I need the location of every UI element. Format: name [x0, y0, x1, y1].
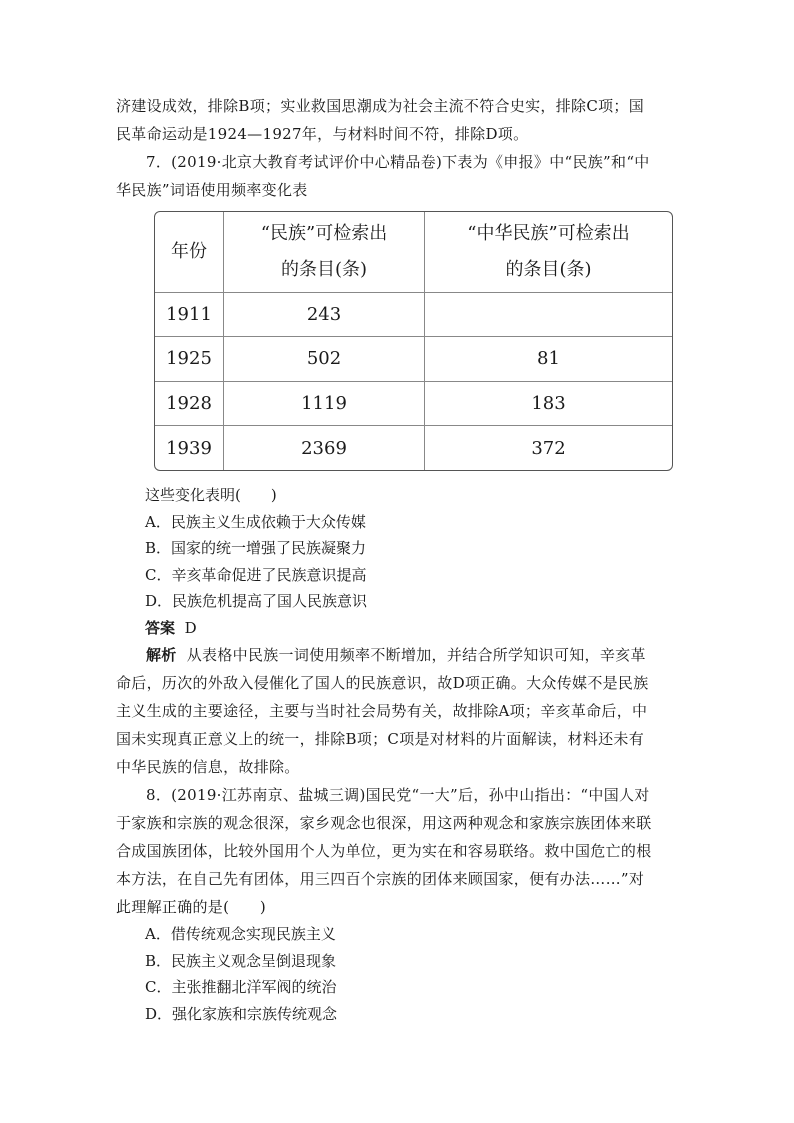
q8-stem-line-4: 本方法，在自己先有团体，用三四百个宗族的团体来顾国家，便有办法……”对 — [116, 870, 645, 888]
q7-stem-line-2: 华民族”词语使用频率变化表 — [116, 181, 308, 199]
q7-option-d: D．民族危机提高了国人民族意识 — [145, 592, 368, 610]
q7-analysis-line-2: 命后，历次的外敌入侵催化了国人的民族意识，故D项正确。大众传媒不是民族 — [116, 674, 649, 692]
answer-value: D — [184, 618, 197, 637]
q7-analysis-line-5: 中华民族的信息，故排除。 — [116, 758, 300, 776]
q7-answer — [116, 615, 688, 642]
header-zhonghua-minzu: “中华民族”可检索出 的条目(条) — [425, 212, 673, 292]
table-row: 1925 502 81 — [155, 337, 672, 382]
page-bottom — [116, 482, 688, 1027]
q7-analysis-line-3: 主义生成的主要途径，主要与当时社会局势有关，故排除A项；辛亥革命后，中 — [116, 702, 648, 720]
table-row: 1939 2369 372 — [155, 426, 672, 471]
answer-label: 答案 — [145, 618, 176, 637]
q8-stem-line-5: 此理解正确的是( ) — [116, 898, 267, 916]
frequency-table — [154, 211, 673, 471]
analysis-label: 解析 — [146, 646, 177, 664]
header-year: 年份 — [155, 212, 224, 292]
q7-option-c: C．辛亥革命促进了民族意识提高 — [145, 565, 367, 584]
q7-option-b: B．国家的统一增强了民族凝聚力 — [145, 539, 367, 557]
q7-analysis-line-4: 国未实现真正意义上的统一，排除B项；C项是对材料的片面解读，材料还未有 — [116, 730, 645, 748]
header-minzu: “民族”可检索出 的条目(条) — [224, 212, 425, 292]
q8-stem-line-2: 于家族和宗族的观念很深，家乡观念也很深，用这两种观念和家族宗族团体来联 — [116, 814, 652, 832]
q7-stem-line-1: 7．(2019·北京大教育考试评价中心精品卷)下表为《申报》中“民族”和“中 — [146, 153, 650, 171]
q7-option-a: A．民族主义生成依赖于大众传媒 — [145, 512, 366, 531]
intro-line-1: 济建设成效，排除B项；实业救国思潮成为社会主流不符合史实，排除C项；国 — [116, 97, 645, 115]
q8-option-d: D．强化家族和宗族传统观念 — [145, 1004, 338, 1023]
q8-stem-line-3: 合成国族团体，比较外国用个人为单位，更为实在和容易联络。救中国危亡的根 — [116, 842, 652, 860]
table-row: 1928 1119 183 — [155, 381, 672, 426]
q8-option-b: B．民族主义观念呈倒退现象 — [145, 951, 337, 970]
table-row: 1911 243 — [155, 292, 672, 337]
intro-line-2: 民革命运动是1924—1927年，与材料时间不符，排除D项。 — [116, 125, 529, 143]
table-header-row — [155, 212, 672, 292]
q8-option-a: A．借传统观念实现民族主义 — [145, 925, 336, 943]
q7-analysis-line-1: 解析 从表格中民族一词使用频率不断增加，并结合所学知识可知，辛亥革 — [146, 646, 646, 664]
q8-option-c: C．主张推翻北洋军阀的统治 — [145, 978, 337, 996]
page-top — [116, 92, 688, 204]
q7-question: 这些变化表明( ) — [145, 486, 277, 504]
q8-stem-line-1: 8．(2019·江苏南京、盐城三调)国民党“一大”后，孙中山指出：“中国人对 — [146, 786, 650, 804]
